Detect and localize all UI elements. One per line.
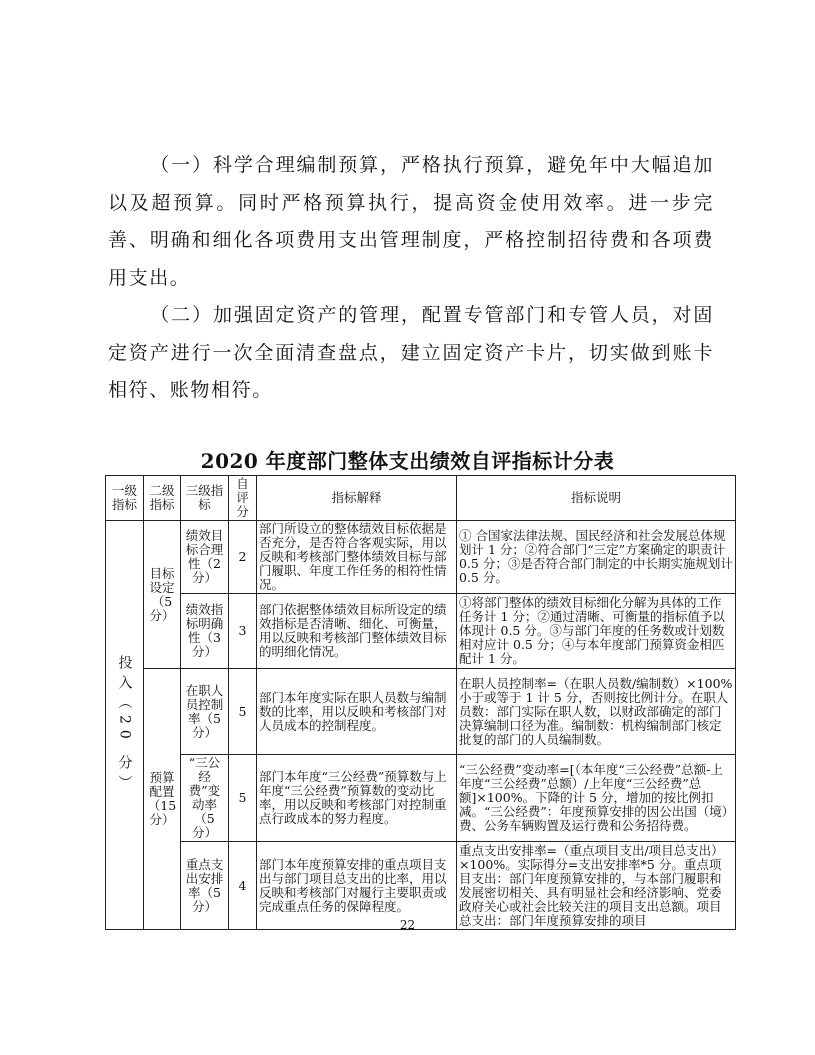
level3-cell: 绩效指标明确性（3 分） [181,594,229,669]
header-level2: 二级指标 [144,476,181,521]
header-level1: 一级指标 [106,476,144,521]
level1-cell: 投入（20 分） [106,521,144,930]
score-table [105,475,736,930]
level3-cell: 重点支出安排率（5 分） [181,842,229,930]
table-row [106,669,736,755]
score-cell: 3 [229,594,257,669]
explain-cell: 部门本年度“三公经费”预算数与上年度“三公经费”预算数的变动比率，用以反映和考核部门对控制重点行政成本的努力程度。 [257,755,457,842]
table-header-row [106,476,736,521]
header-level3: 三级指标 [181,476,229,521]
header-explain: 指标解释 [257,476,457,521]
note-cell: “三公经费”变动率=[（本年度“三公经费”总额-上年度“三公经费”总额）/上年度“三公经费”总额]×100%。下降的计 5 分，增加的按比例扣减。“三公经费”：年度预算安排的因公出国（境）费、公务车辆购置及运行费和公务招待费。 [457,755,736,842]
note-cell: ① 合国家法律法规、国民经济和社会发展总体规划计 1 分；②符合部门“三定”方案确定的职责计 0.5 分；③是否符合部门制定的中长期实施规划计 0.5 分。 [457,521,736,594]
score-cell: 4 [229,842,257,930]
page-number: 22 [399,918,416,932]
explain-cell: 部门本年度实际在职人员数与编制数的比率，用以反映和考核部门对人员成本的控制程度。 [257,669,457,755]
note-cell: 在职人员控制率=（在职人员数/编制数）×100%小于或等于 1 计 5 分，否则按比例计分。在职人员数：部门实际在职人数，以财政部确定的部门决算编制口径为准。编制数：机构编制部门核定批复的部门的人员编制数。 [457,669,736,755]
note-cell: 重点支出安排率=（重点项目支出/项目总支出）×100%。实际得分=支出安排率*5 分。重点项目支出：部门年度预算安排的，与本部门履职和发展密切相关、具有明显社会和经济影响、党委政府关心或社会比较关注的项目支出总额。项目总支出：部门年度预算安排的项目 [457,842,736,930]
paragraph-1: （一）科学合理编制预算，严格执行预算，避免年中大幅追加以及超预算。同时严格预算执行，提高资金使用效率。进一步完善、明确和细化各项费用支出管理制度，严格控制招待费和各项费用支出。 [108,154,714,289]
table-row [106,755,736,842]
score-cell: 5 [229,669,257,755]
level3-cell: 在职人员控制率（5 分） [181,669,229,755]
header-note: 指标说明 [457,476,736,521]
table-row [106,521,736,594]
score-cell: 5 [229,755,257,842]
level2-cell: 目标设定（5 分） [144,521,181,669]
note-cell: ①将部门整体的绩效目标细化分解为具体的工作任务计 1 分；②通过清晰、可衡量的指标值予以体现计 0.5 分。③与部门年度的任务数或计划数相对应计 0.5 分；④与本年度部门预算资金相匹配计 1 分。 [457,594,736,669]
explain-cell: 部门依据整体绩效目标所设定的绩效指标是否清晰、细化、可衡量，用以反映和考核部门整体绩效目标的明细化情况。 [257,594,457,669]
level3-cell: “三公经费”变动率（5 分） [181,755,229,842]
level2-cell: 预算配置（15 分） [144,669,181,930]
table-row [106,842,736,930]
paragraph-2: （二）加强固定资产的管理，配置专管部门和专管人员，对固定资产进行一次全面清查盘点，建立固定资产卡片，切实做到账卡相符、账物相符。 [108,304,714,401]
score-cell: 2 [229,521,257,594]
table-row [106,594,736,669]
explain-cell: 部门所设立的整体绩效目标依据是否充分，是否符合客观实际，用以反映和考核部门整体绩效目标与部门履职、年度工作任务的相符性情况。 [257,521,457,594]
table-title: 2020 年度部门整体支出绩效自评指标计分表 [200,449,615,473]
explain-cell: 部门本年度预算安排的重点项目支出与部门项目总支出的比率，用以反映和考核部门对履行主要职责或完成重点任务的保障程度。 [257,842,457,930]
header-score: 自评分 [229,476,257,521]
level3-cell: 绩效目标合理性（2 分） [181,521,229,594]
